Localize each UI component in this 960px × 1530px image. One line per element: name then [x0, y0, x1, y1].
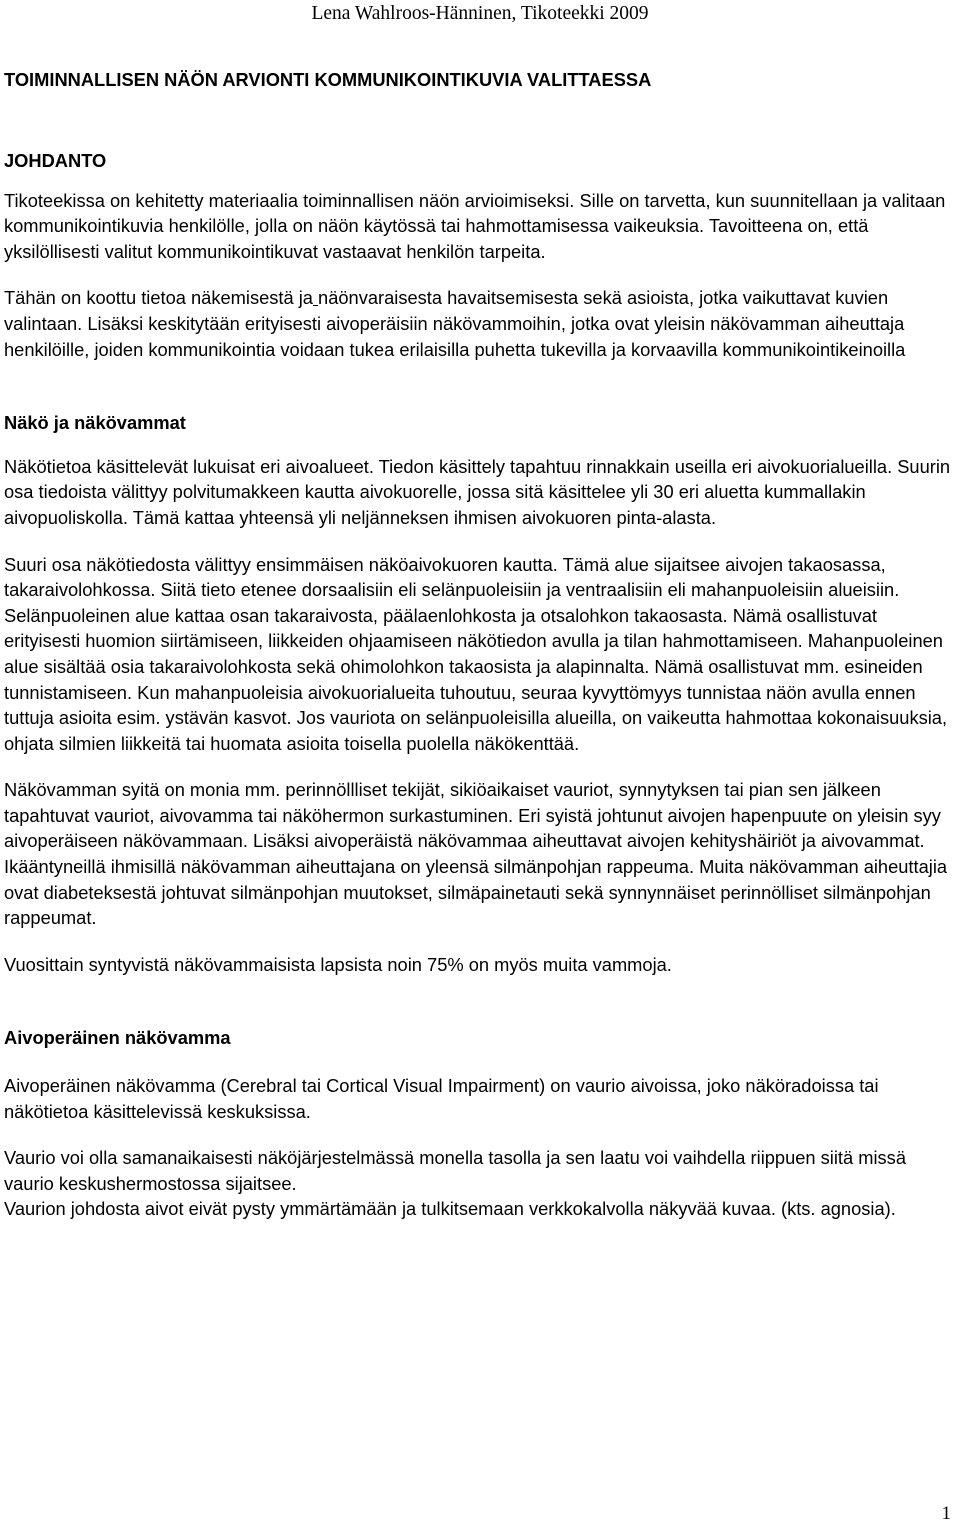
intro-paragraph-2-start: Tähän on koottu tietoa näkemisestä ja — [4, 287, 313, 309]
document-body — [4, 67, 956, 1222]
vision-paragraph-1: Näkötietoa käsittelevät lukuisat eri aivoalueet. Tiedon käsittely tapahtuu rinnakkain useilla eri aivokuorialueilla. Suurin osa tiedoista välittyy polvitumakkeen kautta aivokuorelle, jossa sitä käsittelee yli 30 eri aluetta kummallakin aivopuoliskolla. Tämä kattaa yhteensä yli neljänneksen ihmisen aivokuoren pinta-alasta. — [4, 455, 951, 528]
vision-paragraph-3: Näkövamman syitä on monia mm. perinnöllliset tekijät, sikiöaikaiset vauriot, synnytyksen tai pian sen jälkeen tapahtuvat vauriot, aivovamma tai näköhermon surkastuminen. Eri syistä johtunut aivojen hapenpuute on yleisin syy aivoperäiseen näkövammaan. Lisäksi aivoperäistä näkövammaa aiheuttavat aivojen kehityshäiriöt ja aivovammat. Ikääntyneillä ihmisillä näkövamman aiheuttajana on yleensä silmänpohjan rappeuma. Muita näkövamman aiheuttajia ovat diabeteksestä johtuvat silmänpohjan muutokset, silmäpainetauti sekä synnynnäiset perinnölliset silmänpohjan rappeumat. — [4, 779, 948, 929]
intro-paragraph-1: Tikoteekissa on kehitetty materiaalia toiminnallisen näön arvioimiseksi. Sille on tarvetta, kun suunnitellaan ja valitaan kommunikointikuvia henkilölle, jolla on näön käytössä tai hahmottamisessa vaikeuksia. Tavoitteena on, että yksilöllisesti valitut kommunikointikuvat vastaavat henkilön tarpeita. — [4, 189, 946, 262]
section-heading-vision: Näkö ja näkövammat — [4, 412, 186, 434]
cvi-paragraph-1: Aivoperäinen näkövamma (Cerebral tai Cortical Visual Impairment) on vaurio aivoissa, joko näköradoissa tai näkötietoa käsittelevissä keskuksissa. — [4, 1075, 879, 1122]
intro-heading: JOHDANTO — [4, 150, 107, 171]
page-header: Lena Wahlroos-Hänninen, Tikoteekki 2009 — [311, 3, 649, 24]
cvi-paragraph-2: Vaurio voi olla samanaikaisesti näköjärjestelmässä monella tasolla ja sen laatu voi vaihdella riippuen siitä missä vaurio keskushermostossa sijaitsee. — [4, 1147, 906, 1194]
intro-paragraph-2 — [4, 285, 956, 362]
document-title: TOIMINNALLISEN NÄÖN ARVIONTI KOMMUNIKOINTIKUVIA VALITTAESSA — [4, 69, 652, 90]
section-heading-cvi: Aivoperäinen näkövamma — [4, 1027, 231, 1049]
vision-paragraph-4: Vuosittain syntyvistä näkövammaisista lapsista noin 75% on myös muita vammoja. — [4, 953, 672, 975]
vision-paragraph-2: Suuri osa näkötiedosta välittyy ensimmäisen näköaivokuoren kautta. Tämä alue sijaitsee aivojen takaosassa, takaraivolohkossa. Siitä tieto etenee dorsaalisiin eli selänpuoleisiin ja ventraalisiin eli mahanpuoleisiin alueisiin. Selänpuoleinen alue kattaa osan takaraivosta, päälaenlohkosta ja otsalohkon takaosasta. Nämä osallistuvat erityisesti huomion siirtämiseen, liikkeiden ohjaamiseen näkötiedon avulla ja tilan hahmottamiseen. Mahanpuoleinen alue sisältää osia takaraivolohkosta sekä ohimolohkon takaosista ja alapinnalta. Nämä osallistuvat mm. esineiden tunnistamiseen. Kun mahanpuoleisia aivokuorialueita tuhoutuu, seuraa kyvyttömyys tunnistaa näön avulla ennen tuttuja asioita esim. ystävän kasvot. Jos vauriota on selänpuoleisilla alueilla, on vaikeutta hahmottaa kokonaisuuksia, ohjata silmien liikkeitä tai huomata asioita toisella puolella näkökenttää. — [4, 553, 948, 754]
cvi-paragraph-3: Vaurion johdosta aivot eivät pysty ymmärtämään ja tulkitsemaan verkkokalvolla näkyvää kuvaa. (kts. agnosia). — [4, 1198, 896, 1220]
intro-paragraph-2-rest: näönvaraisesta havaitsemisesta sekä asioista, jotka vaikuttavat kuvien valintaan. Lisäksi keskitytään erityisesti aivoperäisiin näkövammoihin, jotka ovat yleisin näkövamman aiheuttaja henkilöille, joiden kommunikointia voidaan tukea erilaisilla puhetta tukevilla ja korvaavilla kommunikointikeinoilla — [4, 287, 906, 360]
page-number: 1 — [941, 1503, 951, 1524]
